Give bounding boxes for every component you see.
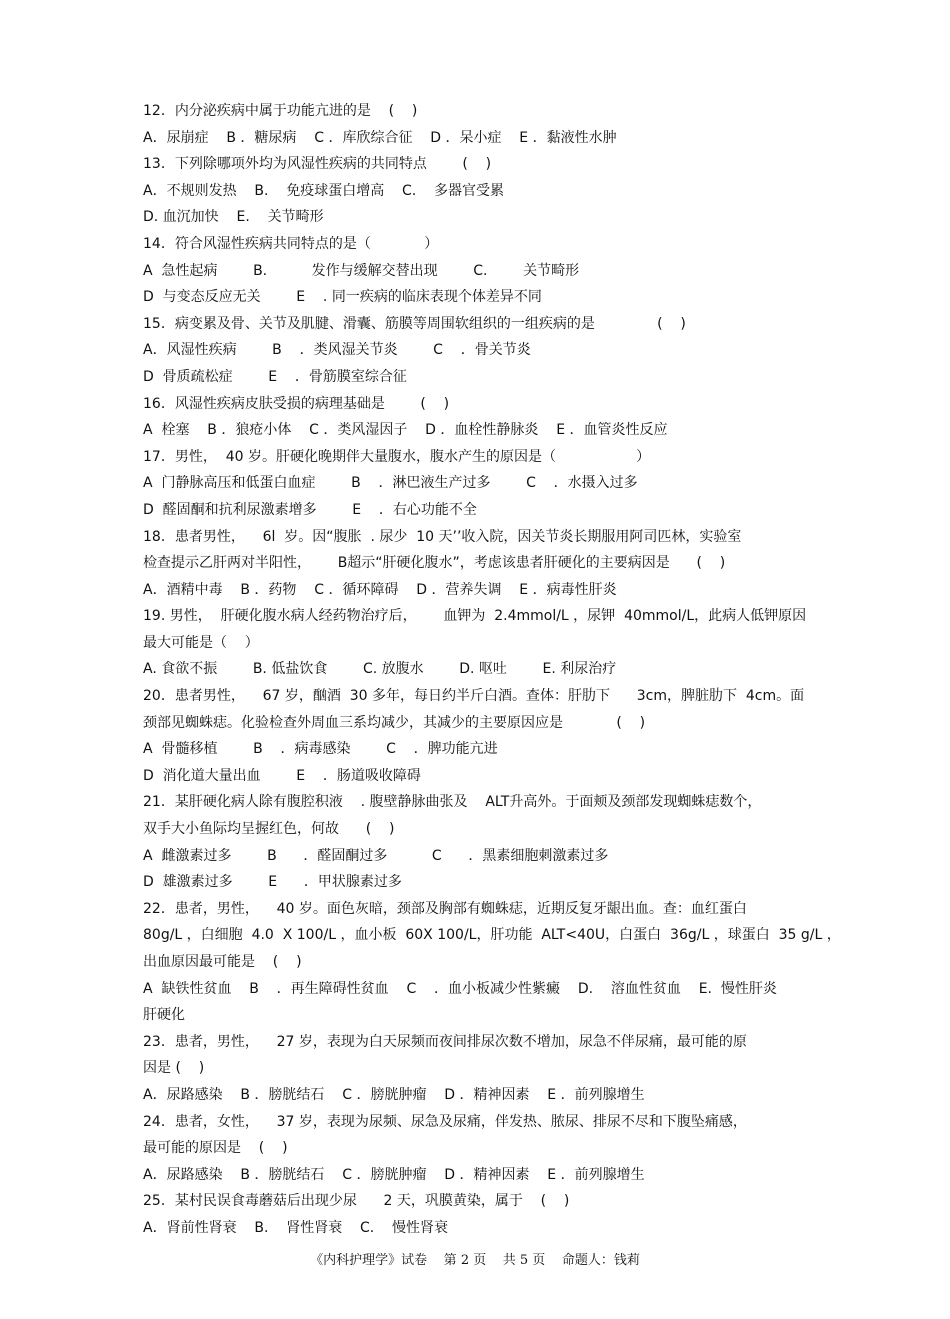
text-line: A. 食欲不振 B. 低盐饮食 C. 放腹水 D. 呕吐 E. 利尿治疗 — [143, 661, 617, 678]
text-line: 20．患者男性， 67 岁，酗酒 30 多年，每日约半斤白酒。查体：肝肋下 3cm，脾脏肋下 4cm。面 — [143, 688, 805, 705]
text-line: 最可能的原因是 ( ) — [143, 1140, 288, 1157]
text-line: A．肾前性肾衰 B. 肾性肾衰 C. 慢性肾衰 — [143, 1219, 449, 1236]
text-line: D 雄激素过多 E ．甲状腺素过多 — [143, 874, 402, 891]
text-line: D 与变态反应无关 E . 同一疾病的临床表现个体差异不同 — [143, 289, 542, 306]
text-line: 25．某村民误食毒蘑菇后出现少尿 2 天，巩膜黄染，属于 ( ) — [143, 1193, 570, 1210]
question-list — [143, 98, 883, 1242]
text-line: A．酒精中毒 B ．药物 C ．循环障碍 D ．营养失调 E ．病毒性肝炎 — [143, 581, 617, 598]
text-line: 19. 男性， 肝硬化腹水病人经药物治疗后， 血钾为 2.4mmol/L ，尿钾 40mmol/L，此病人低钾原因 — [143, 608, 807, 625]
text-line: 80g/L ，白细胞 4.0 X 100/L ，血小板 60X 100/L，肝功能 ALT<40U，白蛋白 36g/L ，球蛋白 35 g/L ， — [143, 927, 841, 944]
text-line: 15．病变累及骨、关节及肌腱、滑囊、筋膜等周围软组织的一组疾病的是 ( ) — [143, 315, 686, 332]
text-line: 21．某肝硬化病人除有腹腔积液 . 腹壁静脉曲张及 ALT升高外。于面颊及颈部发现蜘蛛痣数个， — [143, 794, 762, 811]
text-line: A 急性起病 B. 发作与缓解交替出现 C. 关节畸形 — [143, 262, 580, 279]
text-line: 双手大小鱼际均呈握红色，何故 ( ) — [143, 821, 395, 838]
text-line: 肝硬化 — [143, 1007, 185, 1024]
text-line: A．风湿性疾病 B ．类风湿关节炎 C ．骨关节炎 — [143, 342, 531, 359]
text-line: 因是 ( ) — [143, 1060, 205, 1077]
text-line: 检查提示乙肝两对半阳性， B超示“肝硬化腹水”，考虑该患者肝硬化的主要病因是 ( ) — [143, 555, 726, 572]
text-line: 16．风湿性疾病皮肤受损的病理基础是 ( ) — [143, 395, 450, 412]
text-line: 最大可能是（ ） — [143, 634, 259, 651]
text-line: 14．符合风湿性疾病共同特点的是（ ） — [143, 235, 439, 252]
text-line: 23．患者，男性， 27 岁，表现为白天尿频而夜间排尿次数不增加，尿急不伴尿痛，最可能的原 — [143, 1033, 747, 1050]
text-line: 18．患者男性， 6l 岁。因“腹胀 . 尿少 10 天’’收入院，因关节炎长期服用阿司匹林，实验室 — [143, 528, 742, 545]
text-line: A 门静脉高压和低蛋白血症 B ．淋巴液生产过多 C ．水摄入过多 — [143, 475, 638, 492]
text-line: D. 血沉加快 E. 关节畸形 — [143, 209, 324, 226]
text-line: 12．内分泌疾病中属于功能亢进的是 ( ) — [143, 103, 418, 119]
text-line: 13．下列除哪项外均为风湿性疾病的共同特点 ( ) — [143, 156, 492, 173]
page-footer: 《内科护理学》试卷 第 2 页 共 5 页 命题人：钱莉 — [310, 1253, 640, 1268]
text-line: 颈部见蜘蛛痣。化验检查外周血三系均减少，其减少的主要原因应是 ( ) — [143, 714, 646, 731]
text-line: 24．患者，女性， 37 岁，表现为尿频、尿急及尿痛，伴发热、脓尿、排尿不尽和下腹坠痛感， — [143, 1113, 747, 1130]
text-line: A．尿崩症 B ．糖尿病 C ．库欣综合征 D ．呆小症 E ．黏液性水肿 — [143, 129, 617, 146]
text-line: A 栓塞 B ．狼疮小体 C ．类风湿因子 D ．血栓性静脉炎 E ．血管炎性反应 — [143, 422, 668, 439]
text-line: D 消化道大量出血 E ．肠道吸收障碍 — [143, 767, 421, 784]
text-line: D 骨质疏松症 E ．骨筋膜室综合征 — [143, 368, 407, 385]
text-line: A．尿路感染 B ．膀胱结石 C ．膀胱肿瘤 D ．精神因素 E ．前列腺增生 — [143, 1166, 645, 1183]
text-line: A．尿路感染 B ．膀胱结石 C ．膀胱肿瘤 D ．精神因素 E ．前列腺增生 — [143, 1086, 645, 1103]
text-line: 22．患者，男性， 40 岁。面色灰暗，颈部及胸部有蜘蛛痣，近期反复牙龈出血。查：血红蛋白 — [143, 900, 747, 917]
text-line: A 骨髓移植 B ．病毒感染 C ．脾功能亢进 — [143, 741, 498, 758]
text-line: 出血原因最可能是 ( ) — [143, 954, 302, 970]
text-line: A 雌激素过多 B ．醛固酮过多 C ．黑素细胞刺激素过多 — [143, 847, 609, 864]
text-line: A．不规则发热 B. 免疫球蛋白增高 C. 多器官受累 — [143, 182, 505, 199]
text-line: A 缺铁性贫血 B ．再生障碍性贫血 C ．血小板减少性紫癜 D. 溶血性贫血 E. 慢性肝炎 — [143, 980, 777, 997]
text-line: D 醛固酮和抗利尿激素增多 E ．右心功能不全 — [143, 501, 477, 518]
text-line: 17．男性， 40 岁。肝硬化晚期伴大量腹水，腹水产生的原因是（ ） — [143, 448, 651, 465]
